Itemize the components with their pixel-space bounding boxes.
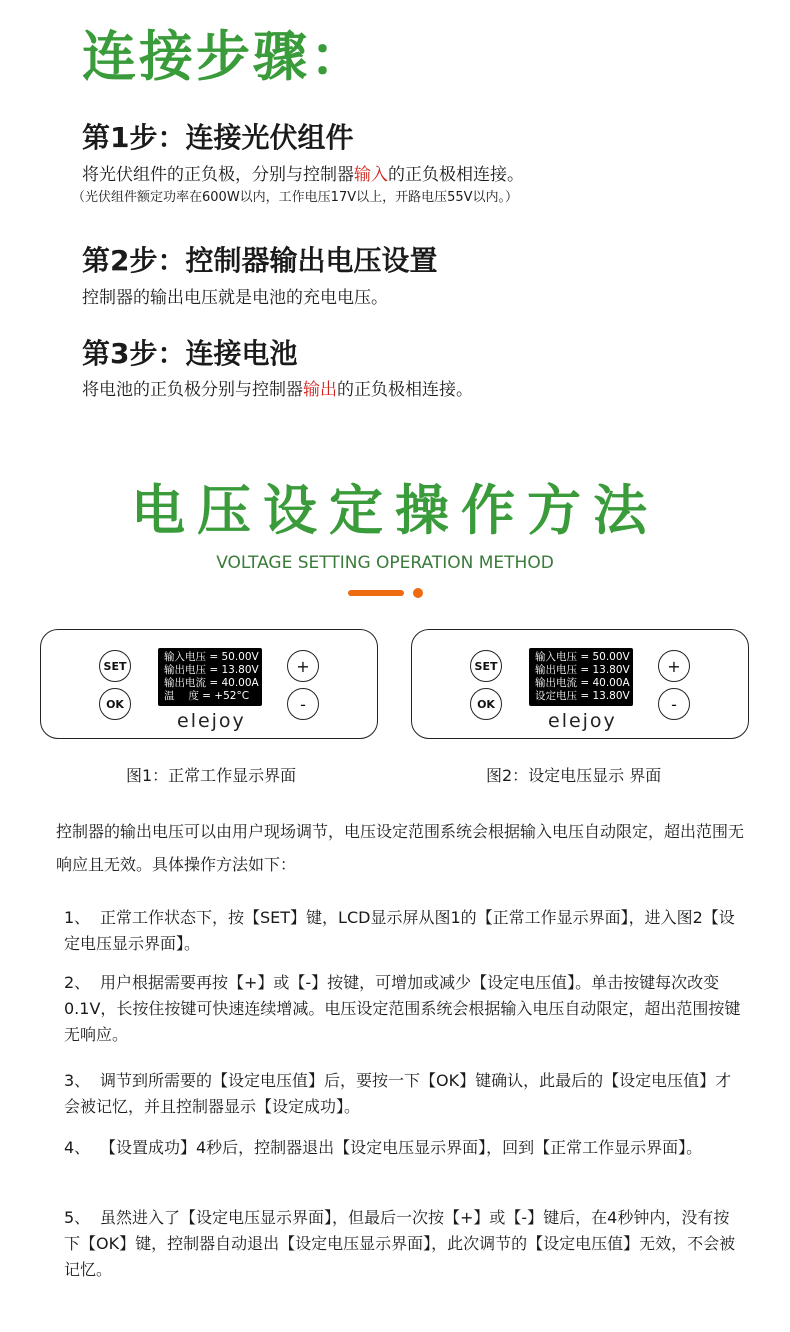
controller-panel-setting [411,629,749,739]
lcd-line: 输出电流 = 40.00A [535,677,630,689]
lcd-line: 设定电压 = 13.80V [535,690,630,702]
lcd-display [529,648,633,706]
brand-logo: elejoy [548,710,617,732]
lcd-line: 温 度 = +52°C [164,690,250,702]
step-3-highlight: 输出 [303,380,337,400]
lcd-line: 输出电压 = 13.80V [164,664,259,676]
plus-button[interactable]: + [287,650,319,682]
step-3-title: 第3步：连接电池 [82,337,298,370]
list-item: 2、 用户根据需要再按【+】或【-】按键，可增加或减少【设定电压值】。单击按键每次改变0.1V，长按住按键可快速连续增减。电压设定范围系统会根据输入电压自动限定，超出范围按键无响应。 [64,973,741,1044]
caption-figure-2: 图2：设定电压显示 界面 [486,766,662,785]
accent-bar [348,590,404,596]
set-button[interactable]: SET [470,650,502,682]
lcd-line: 输出电流 = 40.00A [164,677,259,689]
lcd-line: 输入电压 = 50.00V [164,651,259,663]
step-1-title: 第1步：连接光伏组件 [82,121,354,154]
lcd-line: 输入电压 = 50.00V [535,651,630,663]
accent-dot [413,588,423,598]
caption-figure-1: 图1：正常工作显示界面 [126,766,297,785]
controller-panel-normal [40,629,378,739]
intro-paragraph: 控制器的输出电压可以由用户现场调节，电压设定范围系统会根据输入电压自动限定，超出范围无响应且无效。具体操作方法如下： [56,822,745,874]
minus-button[interactable]: - [287,688,319,720]
step-2-title: 第2步：控制器输出电压设置 [82,244,438,277]
plus-button[interactable]: + [658,650,690,682]
list-item: 1、 正常工作状态下，按【SET】键，LCD显示屏从图1的【正常工作显示界面】，进入图2【设定电压显示界面】。 [64,908,735,953]
lcd-line: 输出电压 = 13.80V [535,664,630,676]
ok-button[interactable]: OK [99,688,131,720]
ok-button[interactable]: OK [470,688,502,720]
step-1-note: （光伏组件额定功率在600W以内，工作电压17V以上，开路电压55V以内。） [72,190,519,205]
list-item: 3、 调节到所需要的【设定电压值】后，要按一下【OK】键确认，此最后的【设定电压值】才会被记忆，并且控制器显示【设定成功】。 [64,1071,732,1116]
page-heading: 连接步骤： [82,25,367,88]
set-button[interactable]: SET [99,650,131,682]
step-1-highlight: 输入 [354,165,388,185]
step-3-text: 将电池的正负极分别与控制器输出的正负极相连接。 [82,380,473,400]
section-title: 电压设定操作方法 [131,479,659,542]
brand-logo: elejoy [177,710,246,732]
list-item: 5、 虽然进入了【设定电压显示界面】，但最后一次按【+】或【-】键后，在4秒钟内，没有按下【OK】键，控制器自动退出【设定电压显示界面】，此次调节的【设定电压值】无效，不会被记忆。 [64,1208,736,1279]
minus-button[interactable]: - [658,688,690,720]
step-1-text: 将光伏组件的正负极，分别与控制器输入的正负极相连接。 [82,165,524,185]
section-subtitle: VOLTAGE SETTING OPERATION METHOD [216,553,554,573]
list-item: 4、 【设置成功】4秒后，控制器退出【设定电压显示界面】，回到【正常工作显示界面】。 [64,1138,703,1157]
step-2-text: 控制器的输出电压就是电池的充电电压。 [82,288,388,308]
lcd-display [158,648,262,706]
